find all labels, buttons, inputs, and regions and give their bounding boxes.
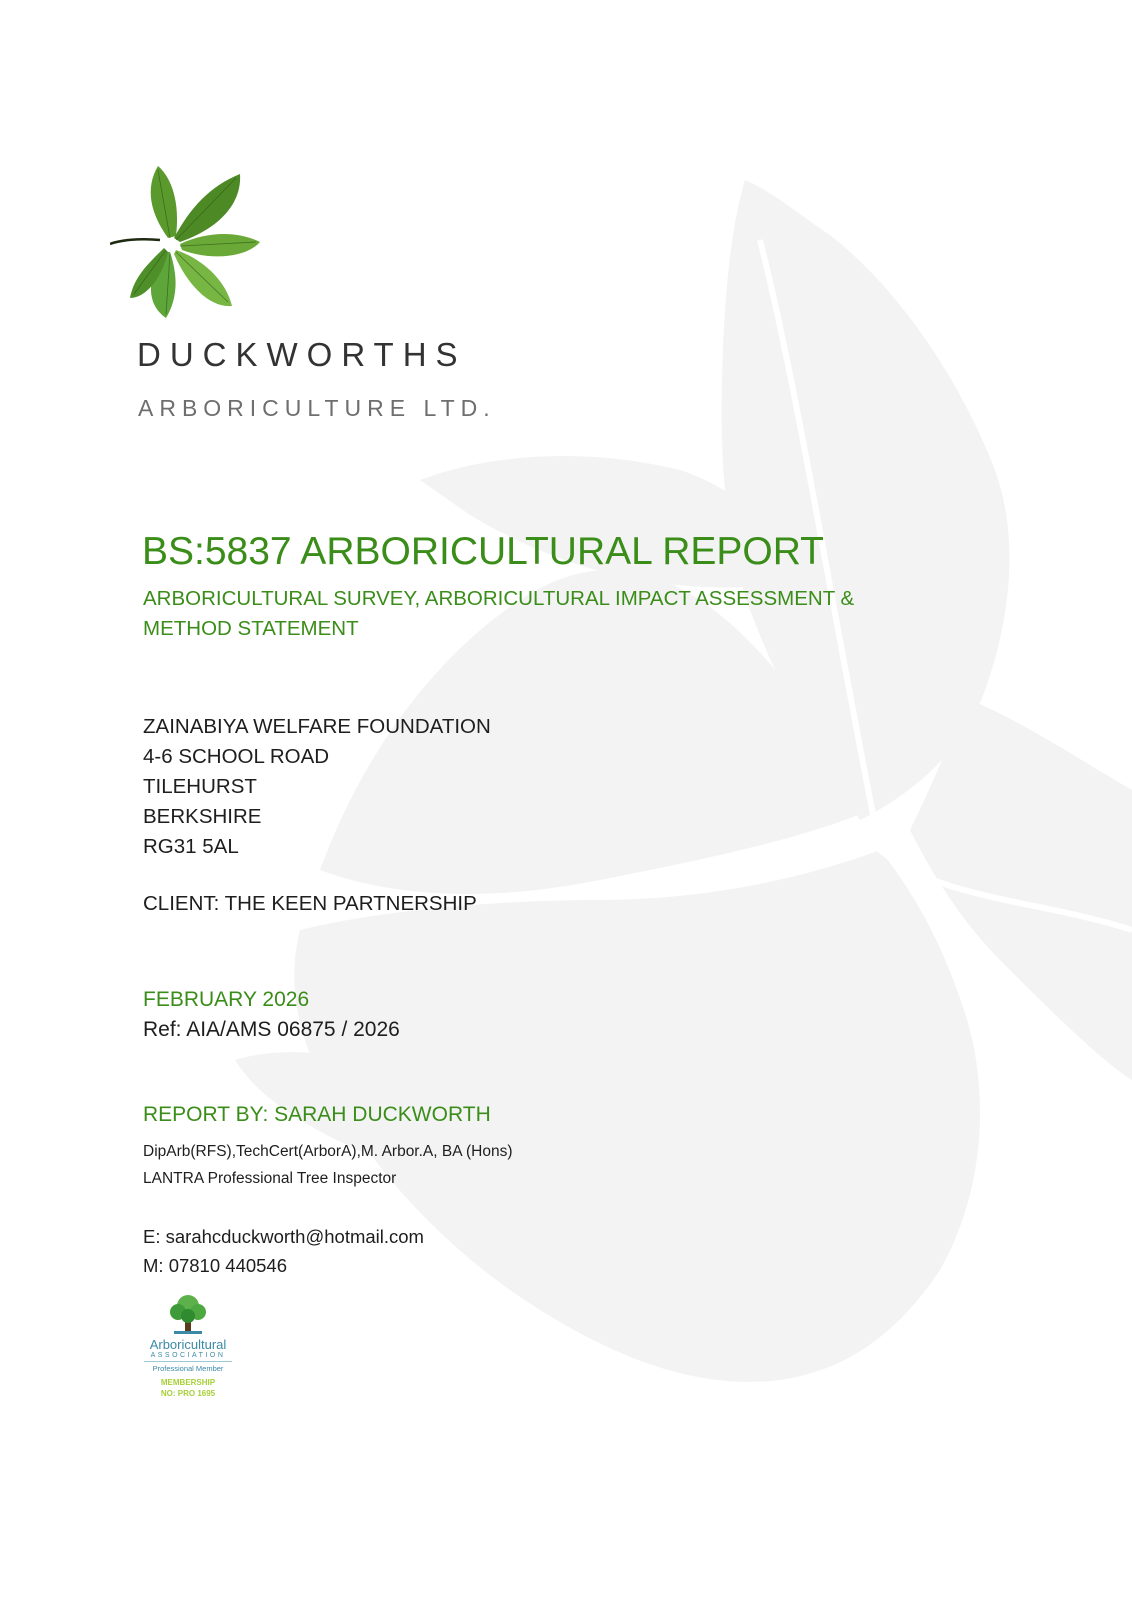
- arboricultural-association-badge: [140, 1290, 236, 1399]
- author-contact: [143, 1222, 424, 1280]
- badge-divider: [144, 1361, 232, 1362]
- badge-association: ASSOCIATION: [150, 1352, 226, 1359]
- address-line: 4-6 SCHOOL ROAD: [143, 745, 330, 768]
- company-subtitle: ARBORICULTURE LTD.: [138, 395, 496, 421]
- badge-member-type: Professional Member: [152, 1364, 224, 1373]
- email-text: E: sarahcduckworth@hotmail.com: [143, 1226, 424, 1247]
- address-line: RG31 5AL: [143, 835, 239, 858]
- badge-name: Arboricultural: [149, 1337, 227, 1352]
- badge-membership: [140, 1377, 236, 1399]
- badge-membership-number: NO: PRO 1695: [160, 1389, 216, 1398]
- report-title: BS:5837 ARBORICULTURAL REPORT: [142, 530, 825, 573]
- report-author: REPORT BY: SARAH DUCKWORTH: [143, 1103, 491, 1126]
- client-name: CLIENT: THE KEEN PARTNERSHIP: [143, 892, 477, 915]
- site-address: [143, 712, 491, 862]
- author-qualifications: [143, 1138, 513, 1192]
- report-subtitle: ARBORICULTURAL SURVEY, ARBORICULTURAL IMPACT ASSESSMENT & METHOD STATEMENT: [143, 587, 855, 640]
- report-reference: Ref: AIA/AMS 06875 / 2026: [143, 1018, 400, 1041]
- chestnut-leaf-icon: [110, 158, 270, 323]
- inspector-text: LANTRA Professional Tree Inspector: [143, 1170, 397, 1187]
- company-name: DUCKWORTHS: [137, 336, 467, 373]
- address-line: BERKSHIRE: [143, 805, 262, 828]
- qualifications-text: DipArb(RFS),TechCert(ArborA),M. Arbor.A, BA (Hons): [143, 1143, 513, 1160]
- badge-membership-label: MEMBERSHIP: [160, 1378, 216, 1387]
- tree-icon: [166, 1290, 210, 1336]
- address-line: ZAINABIYA WELFARE FOUNDATION: [143, 715, 491, 738]
- address-line: TILEHURST: [143, 775, 257, 798]
- mobile-text: M: 07810 440546: [143, 1255, 288, 1276]
- report-date: FEBRUARY 2026: [143, 988, 310, 1011]
